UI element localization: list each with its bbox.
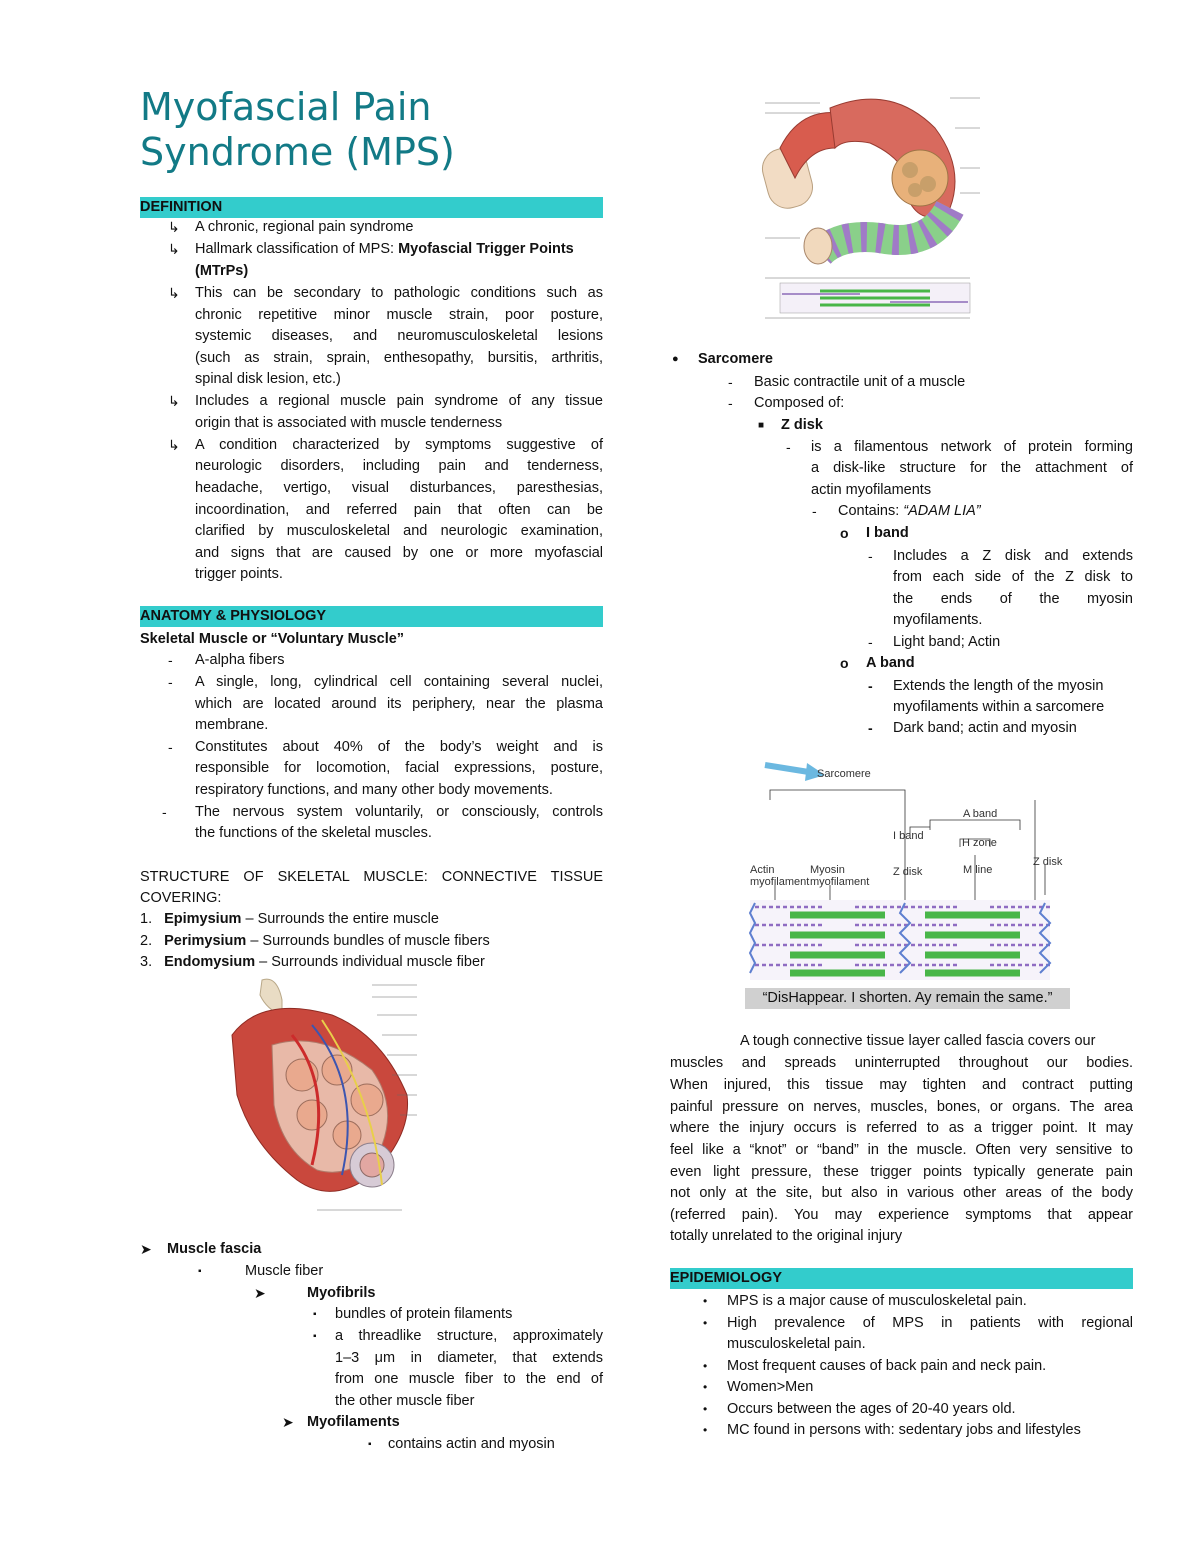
definition-item-5-l4: incoordination, and referred pain that often can be xyxy=(195,502,603,518)
a-desc-l2: myofilaments within a sarcomere xyxy=(893,699,1105,715)
muscle-cross-section-illustration xyxy=(222,975,447,1225)
fascia-paragraph-l5: where the injury occurs is referred to as a trigger point. It may xyxy=(670,1120,1133,1136)
fascia-paragraph-l2: muscles and spreads uninterrupted throughout our bodies. xyxy=(670,1055,1133,1071)
sarcomere-basic: Basic contractile unit of a muscle xyxy=(754,374,966,390)
i-desc-l2: from each side of the Z disk to xyxy=(893,569,1133,585)
diagram-myosin-label-2: myofilament xyxy=(810,876,870,888)
layer-desc: – Surrounds individual muscle fiber xyxy=(255,954,485,970)
definition-item-3-l5: spinal disk lesion, etc.) xyxy=(195,371,341,387)
diagram-myosin-label-1: Myosin xyxy=(810,864,845,876)
sarcomere-diagram xyxy=(745,755,1070,990)
definition-item-2-text: Hallmark classification of MPS: xyxy=(195,241,399,257)
a-desc-l1: Extends the length of the myosin xyxy=(893,678,1104,694)
epi-item-1: MPS is a major cause of musculoskeletal pain. xyxy=(727,1293,1027,1309)
diagram-a-band-label: A band xyxy=(963,808,998,820)
epi-item-2-l1: High prevalence of MPS in patients with regional xyxy=(727,1315,1133,1331)
layer-term: Endomysium xyxy=(164,954,256,970)
i-desc-l1: Includes a Z disk and extends xyxy=(893,548,1133,564)
circle-o-bullet: o xyxy=(840,525,849,541)
circle-bullet-icon: ● xyxy=(672,353,679,365)
small-square-bullet: ▪ xyxy=(313,1309,317,1320)
myofilaments-label: Myofilaments xyxy=(307,1414,400,1430)
arrow-bullet-icon: ↳ xyxy=(168,437,180,453)
fascia-paragraph-l6: feel like a “knot” or “band” in the muscle. Often very sensitive to xyxy=(670,1142,1133,1158)
structure-heading-l1: STRUCTURE OF SKELETAL MUSCLE: CONNECTIVE TISSUE xyxy=(140,869,603,885)
z-desc-l1: is a filamentous network of protein forming xyxy=(811,439,1133,455)
anatomy-item-2-l1: A single, long, cylindrical cell containing several nuclei, xyxy=(195,674,603,690)
anatomy-item-2-l2: which are located around its periphery, near the plasma xyxy=(195,696,603,712)
sarcomere-composed: Composed of: xyxy=(754,395,845,411)
epi-item-3: Most frequent causes of back pain and neck pain. xyxy=(727,1358,1047,1374)
myofibrils-label: Myofibrils xyxy=(307,1285,376,1301)
dash-bullet: - xyxy=(162,804,167,820)
dash-bullet: - xyxy=(168,652,173,668)
epi-item-2-l2: musculoskeletal pain. xyxy=(727,1336,866,1352)
skeletal-muscle-subheading: Skeletal Muscle or “Voluntary Muscle” xyxy=(140,631,405,647)
anatomy-item-3-l3: respiratory functions, and many other body movements. xyxy=(195,782,553,798)
anatomy-item-1: A-alpha fibers xyxy=(195,652,285,668)
definition-item-5-l5: clarified by musculoskeletal and neurologic examination, xyxy=(195,523,603,539)
dash-bullet: - xyxy=(728,395,733,411)
diagram-sarcomere-label: Sarcomere xyxy=(817,768,871,780)
bullet-dot: • xyxy=(703,1402,708,1416)
i-desc-l3: the ends of the myosin xyxy=(893,591,1133,607)
a-band-label: A band xyxy=(866,655,915,671)
epi-item-4: Women>Men xyxy=(727,1379,814,1395)
dash-bullet: - xyxy=(812,503,817,519)
myofibril-point-2-l2: 1–3 μm in diameter, that extends xyxy=(335,1350,603,1366)
myofilament-point: contains actin and myosin xyxy=(388,1436,555,1452)
dash-bullet: - xyxy=(868,720,873,736)
bullet-dot: • xyxy=(703,1359,708,1373)
definition-item-5-l3: headache, vertigo, visual disturbances, paresthesias, xyxy=(195,480,603,496)
square-bullet-icon: ■ xyxy=(758,420,765,431)
arrowhead-bullet-icon: ➤ xyxy=(140,1241,152,1257)
definition-item-2-cont: (MTrPs) xyxy=(195,263,249,279)
definition-item-5-l6: and signs that are caused by one or more myofascial xyxy=(195,545,603,561)
i-desc-light-band: Light band; Actin xyxy=(893,634,1001,650)
dash-bullet: - xyxy=(168,739,173,755)
sarcomere-label: Sarcomere xyxy=(698,351,773,367)
layer-num: 2. xyxy=(140,933,153,949)
fascia-paragraph-l10: totally unrelated to the original injury xyxy=(670,1228,903,1244)
muscle-fiber-label: Muscle fiber xyxy=(245,1263,324,1279)
definition-item-2 xyxy=(195,239,574,261)
mtrp-term: Myofascial Trigger Points xyxy=(398,241,574,257)
diagram-h-zone-label: H zone xyxy=(962,837,997,849)
myofibril-point-2-l4: the other muscle fiber xyxy=(335,1393,475,1409)
layer-1 xyxy=(140,909,439,931)
bullet-dot: • xyxy=(703,1380,708,1394)
layer-2 xyxy=(140,931,490,953)
dash-bullet: - xyxy=(728,374,733,390)
fascia-paragraph-l8: not only at the site, but also in various other areas of the body xyxy=(670,1185,1133,1201)
z-desc-l2: a disk-like structure for the attachment of xyxy=(811,460,1133,476)
arrowhead-bullet-icon: ➤ xyxy=(254,1285,266,1301)
contains-line xyxy=(838,501,981,523)
definition-item-5-l2: neurologic disorders, including pain and tenderness, xyxy=(195,458,603,474)
a-desc-dark-band: Dark band; actin and myosin xyxy=(893,720,1077,736)
fascia-paragraph-l3: When injured, this tissue may tighten and contract putting xyxy=(670,1077,1133,1093)
bullet-dot: • xyxy=(703,1316,708,1330)
adam-lia-mnemonic: “ADAM LIA” xyxy=(903,503,981,519)
circle-o-bullet: o xyxy=(840,655,849,671)
definition-item-5-l7: trigger points. xyxy=(195,566,283,582)
layer-3 xyxy=(140,952,485,974)
definition-item-4-l2: origin that is associated with muscle tenderness xyxy=(195,415,503,431)
dash-bullet: - xyxy=(168,674,173,690)
layer-desc: – Surrounds the entire muscle xyxy=(241,911,439,927)
bullet-dot: • xyxy=(703,1423,708,1437)
fascia-paragraph-l4: painful pressure on nerves, muscles, bones, or organs. The area xyxy=(670,1099,1133,1115)
anatomy-item-2-l3: membrane. xyxy=(195,717,269,733)
sarcomere-caption: “DisHappear. I shorten. Ay remain the same.” xyxy=(745,988,1070,1009)
anatomy-item-4-l1: The nervous system voluntarily, or consciously, controls xyxy=(195,804,603,820)
arrow-bullet-icon: ↳ xyxy=(168,285,180,301)
diagram-z-disk-left-label: Z disk xyxy=(893,866,923,878)
small-square-bullet: ▪ xyxy=(368,1439,372,1450)
dash-bullet: - xyxy=(868,548,873,564)
definition-item-3-l1: This can be secondary to pathologic conditions such as xyxy=(195,285,603,301)
anatomy-item-4-l2: the functions of the skeletal muscles. xyxy=(195,825,432,841)
muscle-structure-illustration xyxy=(760,88,985,323)
title-line-1: Myofascial Pain xyxy=(140,85,432,129)
contains-label: Contains: xyxy=(838,503,904,519)
layer-desc: – Surrounds bundles of muscle fibers xyxy=(246,933,490,949)
layer-term: Epimysium xyxy=(164,911,242,927)
diagram-actin-label-1: Actin xyxy=(750,864,775,876)
page-title xyxy=(140,85,610,175)
dash-bullet: - xyxy=(868,678,873,694)
myofibril-point-2-l1: a threadlike structure, approximately xyxy=(335,1328,603,1344)
z-desc-l3: actin myofilaments xyxy=(811,482,932,498)
diagram-i-band-label: I band xyxy=(893,830,924,842)
i-band-label: I band xyxy=(866,525,909,541)
diagram-z-disk-right-label: Z disk xyxy=(1033,856,1063,868)
fascia-paragraph-l1: A tough connective tissue layer called fascia covers our xyxy=(740,1033,1096,1049)
layer-term: Perimysium xyxy=(164,933,247,949)
definition-item-3-l2: chronic repetitive minor muscle strain, poor posture, xyxy=(195,307,603,323)
layer-num: 3. xyxy=(140,954,153,970)
title-line-2: Syndrome (MPS) xyxy=(140,130,455,174)
definition-item-5-l1: A condition characterized by symptoms suggestive of xyxy=(195,437,603,453)
definition-heading: DEFINITION xyxy=(140,197,603,218)
definition-item-4-l1: Includes a regional muscle pain syndrome of any tissue xyxy=(195,393,603,409)
epi-item-6: MC found in persons with: sedentary jobs and lifestyles xyxy=(727,1422,1081,1438)
arrow-bullet-icon: ↳ xyxy=(168,241,180,257)
dash-bullet: - xyxy=(786,439,791,455)
epidemiology-heading: EPIDEMIOLOGY xyxy=(670,1268,1133,1289)
arrow-bullet-icon: ↳ xyxy=(168,219,180,235)
epi-item-5: Occurs between the ages of 20-40 years old. xyxy=(727,1401,1016,1417)
myofibril-point-1: bundles of protein filaments xyxy=(335,1306,513,1322)
anatomy-item-3-l1: Constitutes about 40% of the body’s weight and is xyxy=(195,739,603,755)
muscle-fascia-label: Muscle fascia xyxy=(167,1241,262,1257)
fascia-paragraph-l9: (referred pain). You may experience symptoms that appear xyxy=(670,1207,1133,1223)
anatomy-heading: ANATOMY & PHYSIOLOGY xyxy=(140,606,603,627)
arrowhead-bullet-icon: ➤ xyxy=(282,1414,294,1430)
definition-item-3-l3: systemic diseases, and neuromusculoskeletal lesions xyxy=(195,328,603,344)
layer-num: 1. xyxy=(140,911,153,927)
small-square-bullet: ▪ xyxy=(313,1331,317,1342)
fascia-paragraph-l7: even light pressure, these trigger points typically generate pain xyxy=(670,1164,1133,1180)
definition-item-1: A chronic, regional pain syndrome xyxy=(195,219,414,235)
definition-item-3-l4: (such as strain, sprain, enthesopathy, bursitis, arthritis, xyxy=(195,350,603,366)
bullet-dot: • xyxy=(703,1294,708,1308)
diagram-m-line-label: M line xyxy=(963,864,993,876)
diagram-actin-label-2: myofilament xyxy=(750,876,810,888)
i-desc-l4: myofilaments. xyxy=(893,612,983,628)
dash-bullet: - xyxy=(868,634,873,650)
arrow-bullet-icon: ↳ xyxy=(168,393,180,409)
small-square-bullet: ▪ xyxy=(198,1266,202,1277)
z-disk-label: Z disk xyxy=(781,417,823,433)
structure-heading-l2: COVERING: xyxy=(140,890,222,906)
myofibril-point-2-l3: from one muscle fiber to the end of xyxy=(335,1371,603,1387)
anatomy-item-3-l2: responsible for locomotion, facial expressions, posture, xyxy=(195,760,603,776)
